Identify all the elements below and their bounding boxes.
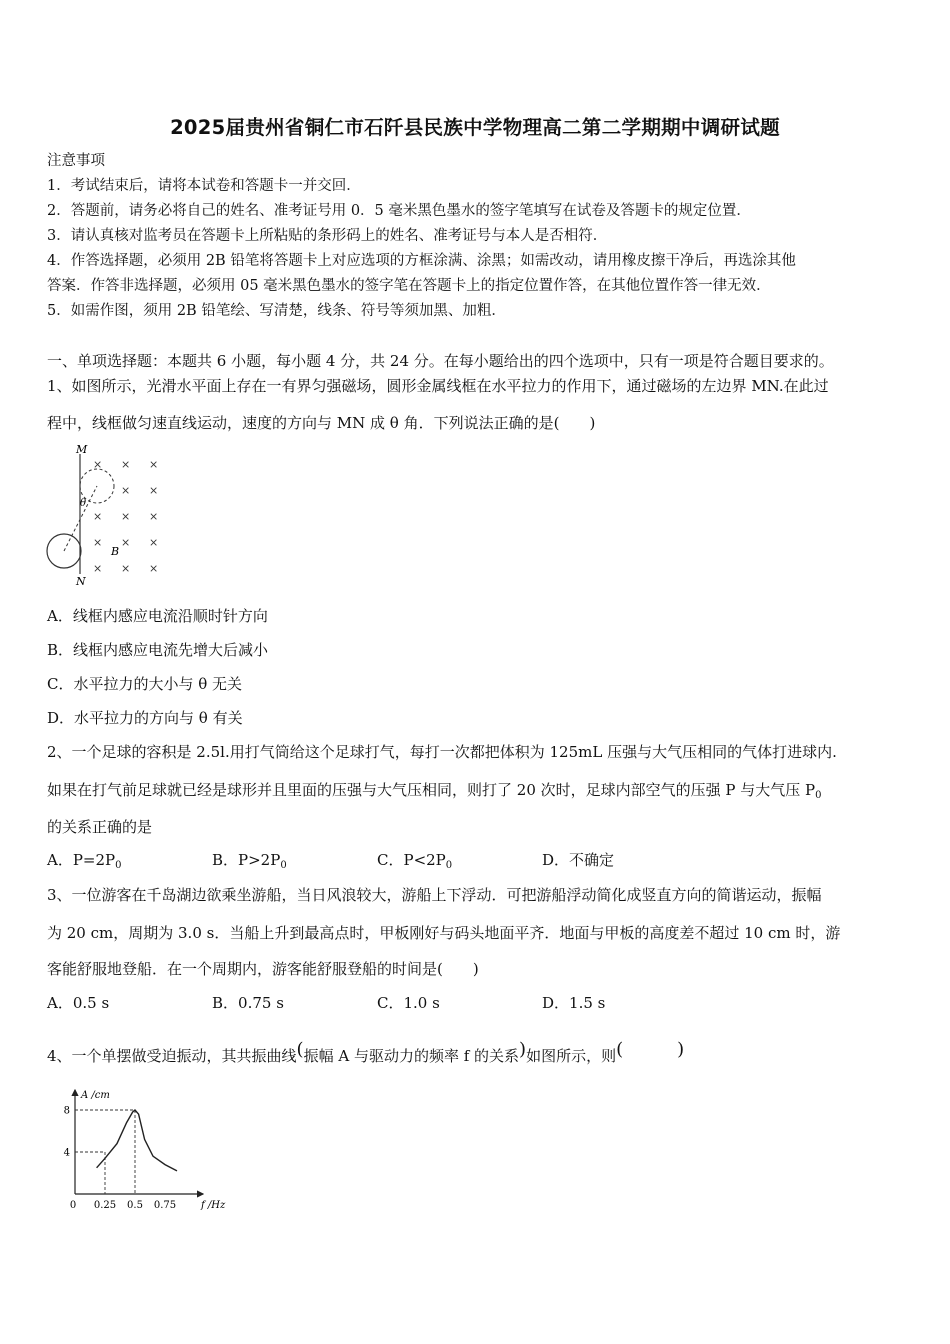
option-c-sub: 0 — [445, 860, 453, 871]
notice-item: 2．答题前，请务必将自己的姓名、准考证号用 0．5 毫米黑色墨水的签字笔填写在试卷及答题卡的规定位置． — [47, 203, 751, 219]
answer-blank: ( ) — [616, 1039, 685, 1060]
resonance-curve — [97, 1110, 177, 1171]
notice-item: 答案．作答非选择题，必须用 05 毫米黑色墨水的签字笔在答题卡上的指定位置作答，在其他位置作答一律无效． — [47, 278, 771, 294]
option-c-text: C．P<2P — [377, 851, 446, 869]
option-d-text: D．不确定 — [542, 851, 615, 869]
chart-ticks — [64, 1106, 177, 1212]
notice-item: 5．如需作图，须用 2B 铅笔绘、写清楚，线条、符号等须加黑、加粗． — [47, 303, 506, 319]
option-c: C．水平拉力的大小与 θ 无关 — [47, 675, 243, 693]
question-4-part3: 如图所示，则 — [526, 1047, 617, 1065]
option-b-text: B．P>2P — [212, 851, 281, 869]
option-a-sub: 0 — [115, 860, 122, 871]
question-1-text: 1、如图所示，光滑水平面上存在一有界匀强磁场，圆形金属线框在水平拉力的作用下，通过磁场的左边界 MN.在此过 — [47, 377, 829, 395]
notice-heading: 注意事项 — [47, 153, 105, 169]
paren-close: ) — [519, 1039, 527, 1060]
field-mark: × — [149, 562, 159, 575]
question-3-options — [47, 992, 907, 1014]
section-header: 一、单项选择题：本题共 6 小题，每小题 4 分，共 24 分。在每小题给出的四个选项中，只有一项是符合题目要求的。 — [47, 352, 834, 370]
option-d: D．水平拉力的方向与 θ 有关 — [47, 709, 243, 727]
option-d — [542, 849, 614, 871]
field-mark: × — [121, 458, 131, 471]
question-2-text: 如果在打气前足球就已经是球形并且里面的压强与大气压相同，则打了 20 次时，足球内部空气的压强 P 与大气压 P — [47, 781, 816, 799]
option-b: B．线框内感应电流先增大后减小 — [47, 641, 269, 659]
field-mark: × — [121, 536, 131, 549]
option-d: D．1.5 s — [542, 994, 606, 1012]
subscript-zero: 0 — [815, 790, 822, 801]
label-b: B — [111, 545, 120, 558]
question-3-text: 为 20 cm，周期为 3.0 s．当船上升到最高点时，甲板刚好与码头地面平齐．地面与甲板的高度差不超过 10 cm 时，游 — [47, 924, 841, 942]
option-a-text: A．P=2P — [47, 851, 116, 869]
question-2-text: 的关系正确的是 — [47, 818, 153, 836]
option-a: A．0.5 s — [47, 994, 110, 1012]
field-mark: × — [149, 536, 159, 549]
paren-open: ( — [296, 1039, 304, 1060]
x-tick-label: 0 — [69, 1200, 77, 1211]
option-a: A．线框内感应电流沿顺时针方向 — [47, 607, 268, 625]
x-tick-label: 0.25 — [93, 1200, 117, 1211]
field-mark: × — [93, 458, 103, 471]
x-tick-label: 0.75 — [153, 1200, 177, 1211]
notice-item: 1．考试结束后，请将本试卷和答题卡一并交回． — [47, 178, 361, 194]
question-2-text-line — [47, 779, 822, 807]
question-2-options — [47, 849, 907, 871]
question-3-text: 3、一位游客在千岛湖边欲乘坐游船，当日风浪较大，游船上下浮动．可把游船浮动简化成竖直方向的简谐运动，振幅 — [47, 886, 822, 904]
question-2-text: 2、一个足球的容积是 2.5l.用打气筒给这个足球打气，每打一次都把体积为 125mL 压强与大气压相同的气体打进球内. — [47, 743, 837, 761]
label-n: N — [76, 575, 86, 588]
y-tick-label: 8 — [63, 1105, 70, 1117]
field-mark: × — [121, 562, 131, 575]
label-m: M — [76, 443, 88, 456]
field-mark: × — [149, 458, 159, 471]
y-axis-label: A /cm — [81, 1090, 110, 1101]
field-mark: × — [93, 562, 103, 575]
option-c — [377, 849, 452, 877]
notice-item: 4．作答选择题，必须用 2B 铅笔将答题卡上对应选项的方框涂满、涂黑；如需改动，请用橡皮擦干净后，再选涂其他 — [47, 253, 796, 269]
question-4-part1: 4、一个单摆做受迫振动，其共振曲线 — [47, 1047, 297, 1065]
field-mark: × — [93, 510, 103, 523]
option-a — [47, 849, 122, 877]
question-1-text: 程中，线框做匀速直线运动，速度的方向与 MN 成 θ 角．下列说法正确的是( ) — [47, 414, 596, 432]
field-mark: × — [93, 536, 103, 549]
x-axis-label: f /Hz — [201, 1200, 226, 1211]
field-mark: × — [149, 484, 159, 497]
notice-item: 3．请认真核对监考员在答题卡上所粘贴的条形码上的姓名、准考证号与本人是否相符． — [47, 228, 608, 244]
option-b-sub: 0 — [280, 860, 287, 871]
option-b: B．0.75 s — [212, 994, 284, 1012]
x-tick-label: 0.5 — [127, 1200, 143, 1211]
field-mark: × — [121, 510, 131, 523]
resonance-curve-chart — [55, 1080, 250, 1220]
question-4-text — [47, 1039, 684, 1067]
field-marks — [93, 458, 158, 575]
y-tick-label: 4 — [63, 1147, 70, 1159]
option-b — [212, 849, 287, 877]
page-title: 2025届贵州省铜仁市石阡县民族中学物理高二第二学期期中调研试题 — [170, 116, 780, 139]
label-theta: θ — [80, 498, 87, 509]
magnetic-field-figure — [40, 440, 175, 590]
field-mark: × — [149, 510, 159, 523]
question-3-text: 客能舒服地登船．在一个周期内，游客能舒服登船的时间是( ) — [47, 960, 479, 978]
option-c: C．1.0 s — [377, 994, 440, 1012]
field-mark: × — [121, 484, 131, 497]
question-4-part2: 振幅 A 与驱动力的频率 f 的关系 — [303, 1047, 520, 1065]
